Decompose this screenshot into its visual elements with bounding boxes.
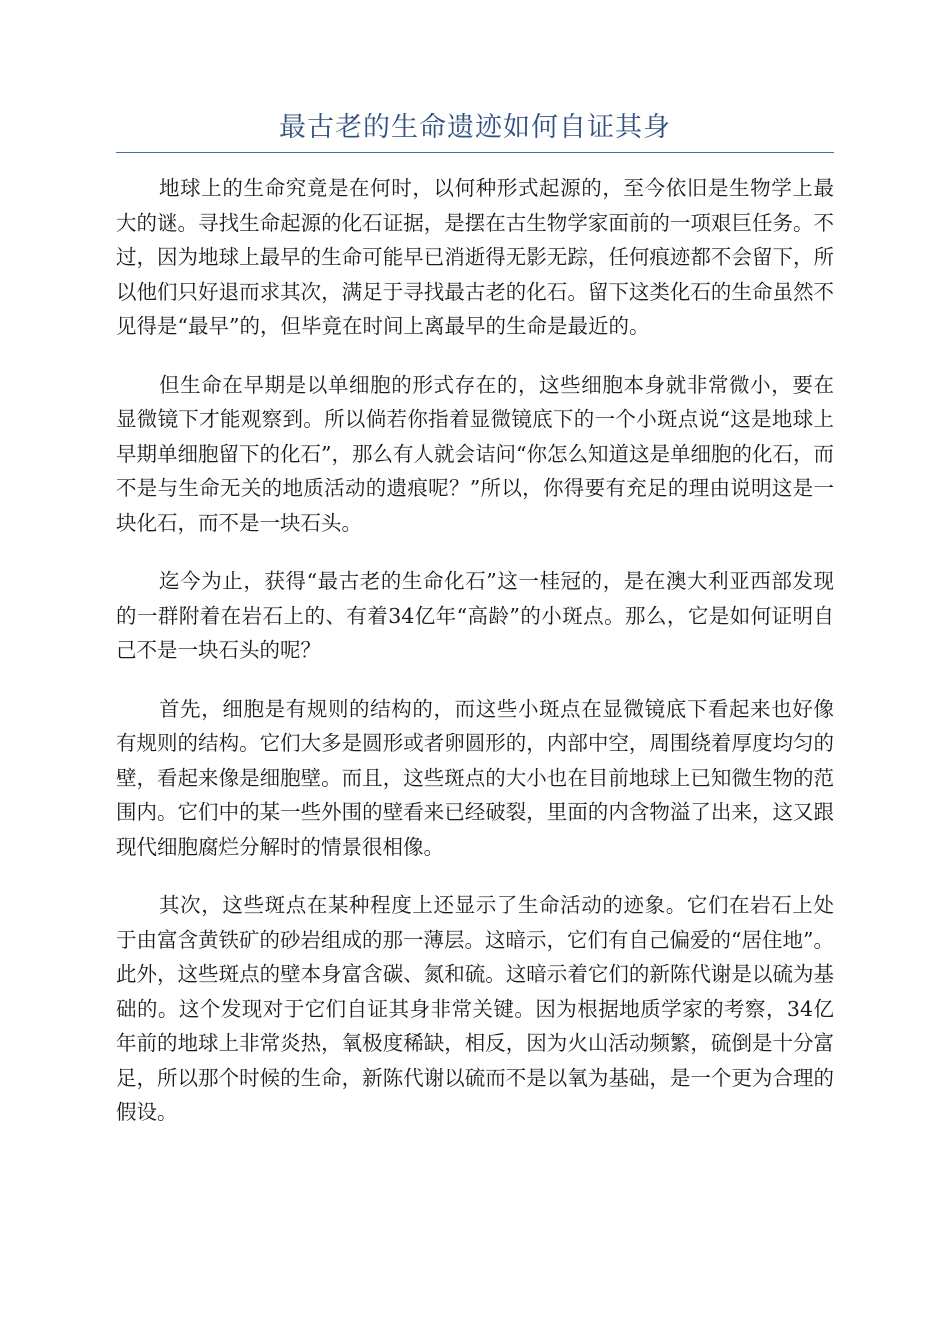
paragraph-5: 其次，这些斑点在某种程度上还显示了生命活动的迹象。它们在岩石上处于由富含黄铁矿的砂岩组成的那一薄层。这暗示，它们有自己偏爱的“居住地”。此外，这些斑点的壁本身富含碳、氮和硫。这暗示着它们的新陈代谢是以硫为基础的。这个发现对于它们自证其身非常关键。因为根据地质学家的考察，34亿年前的地球上非常炎热，氧极度稀缺，相反，因为火山活动频繁，硫倒是十分富足，所以那个时候的生命，新陈代谢以硫而不是以氧为基础，是一个更为合理的假设。 — [116, 893, 834, 1124]
document-page — [116, 110, 834, 1154]
paragraph-1: 地球上的生命究竟是在何时，以何种形式起源的，至今依旧是生物学上最大的谜。寻找生命起源的化石证据，是摆在古生物学家面前的一项艰巨任务。不过，因为地球上最早的生命可能早已消逝得无影无踪，任何痕迹都不会留下，所以他们只好退而求其次，满足于寻找最古老的化石。留下这类化石的生命虽然不见得是“最早”的，但毕竟在时间上离最早的生命是最近的。 — [116, 176, 834, 338]
title-underline — [116, 152, 834, 153]
paragraph-3: 迄今为止，获得“最古老的生命化石”这一桂冠的，是在澳大利亚西部发现的一群附着在岩石上的、有着34亿年“高龄”的小斑点。那么，它是如何证明自己不是一块石头的呢？ — [116, 569, 834, 662]
paragraph-4: 首先，细胞是有规则的结构的，而这些小斑点在显微镜底下看起来也好像有规则的结构。它们大多是圆形或者卵圆形的，内部中空，周围绕着厚度均匀的壁，看起来像是细胞壁。而且，这些斑点的大小也在目前地球上已知微生物的范围内。它们中的某一些外围的壁看来已经破裂，里面的内含物溢了出来，这又跟现代细胞腐烂分解时的情景很相像。 — [116, 696, 834, 859]
paragraph-2: 但生命在早期是以单细胞的形式存在的，这些细胞本身就非常微小，要在显微镜下才能观察到。所以倘若你指着显微镜底下的一个小斑点说“这是地球上早期单细胞留下的化石”，那么有人就会诘问“你怎么知道这是单细胞的化石，而不是与生命无关的地质活动的遗痕呢？”所以，你得要有充足的理由说明这是一块化石，而不是一块石头。 — [116, 372, 834, 535]
document-title: 最古老的生命遗迹如何自证其身 — [279, 112, 671, 143]
